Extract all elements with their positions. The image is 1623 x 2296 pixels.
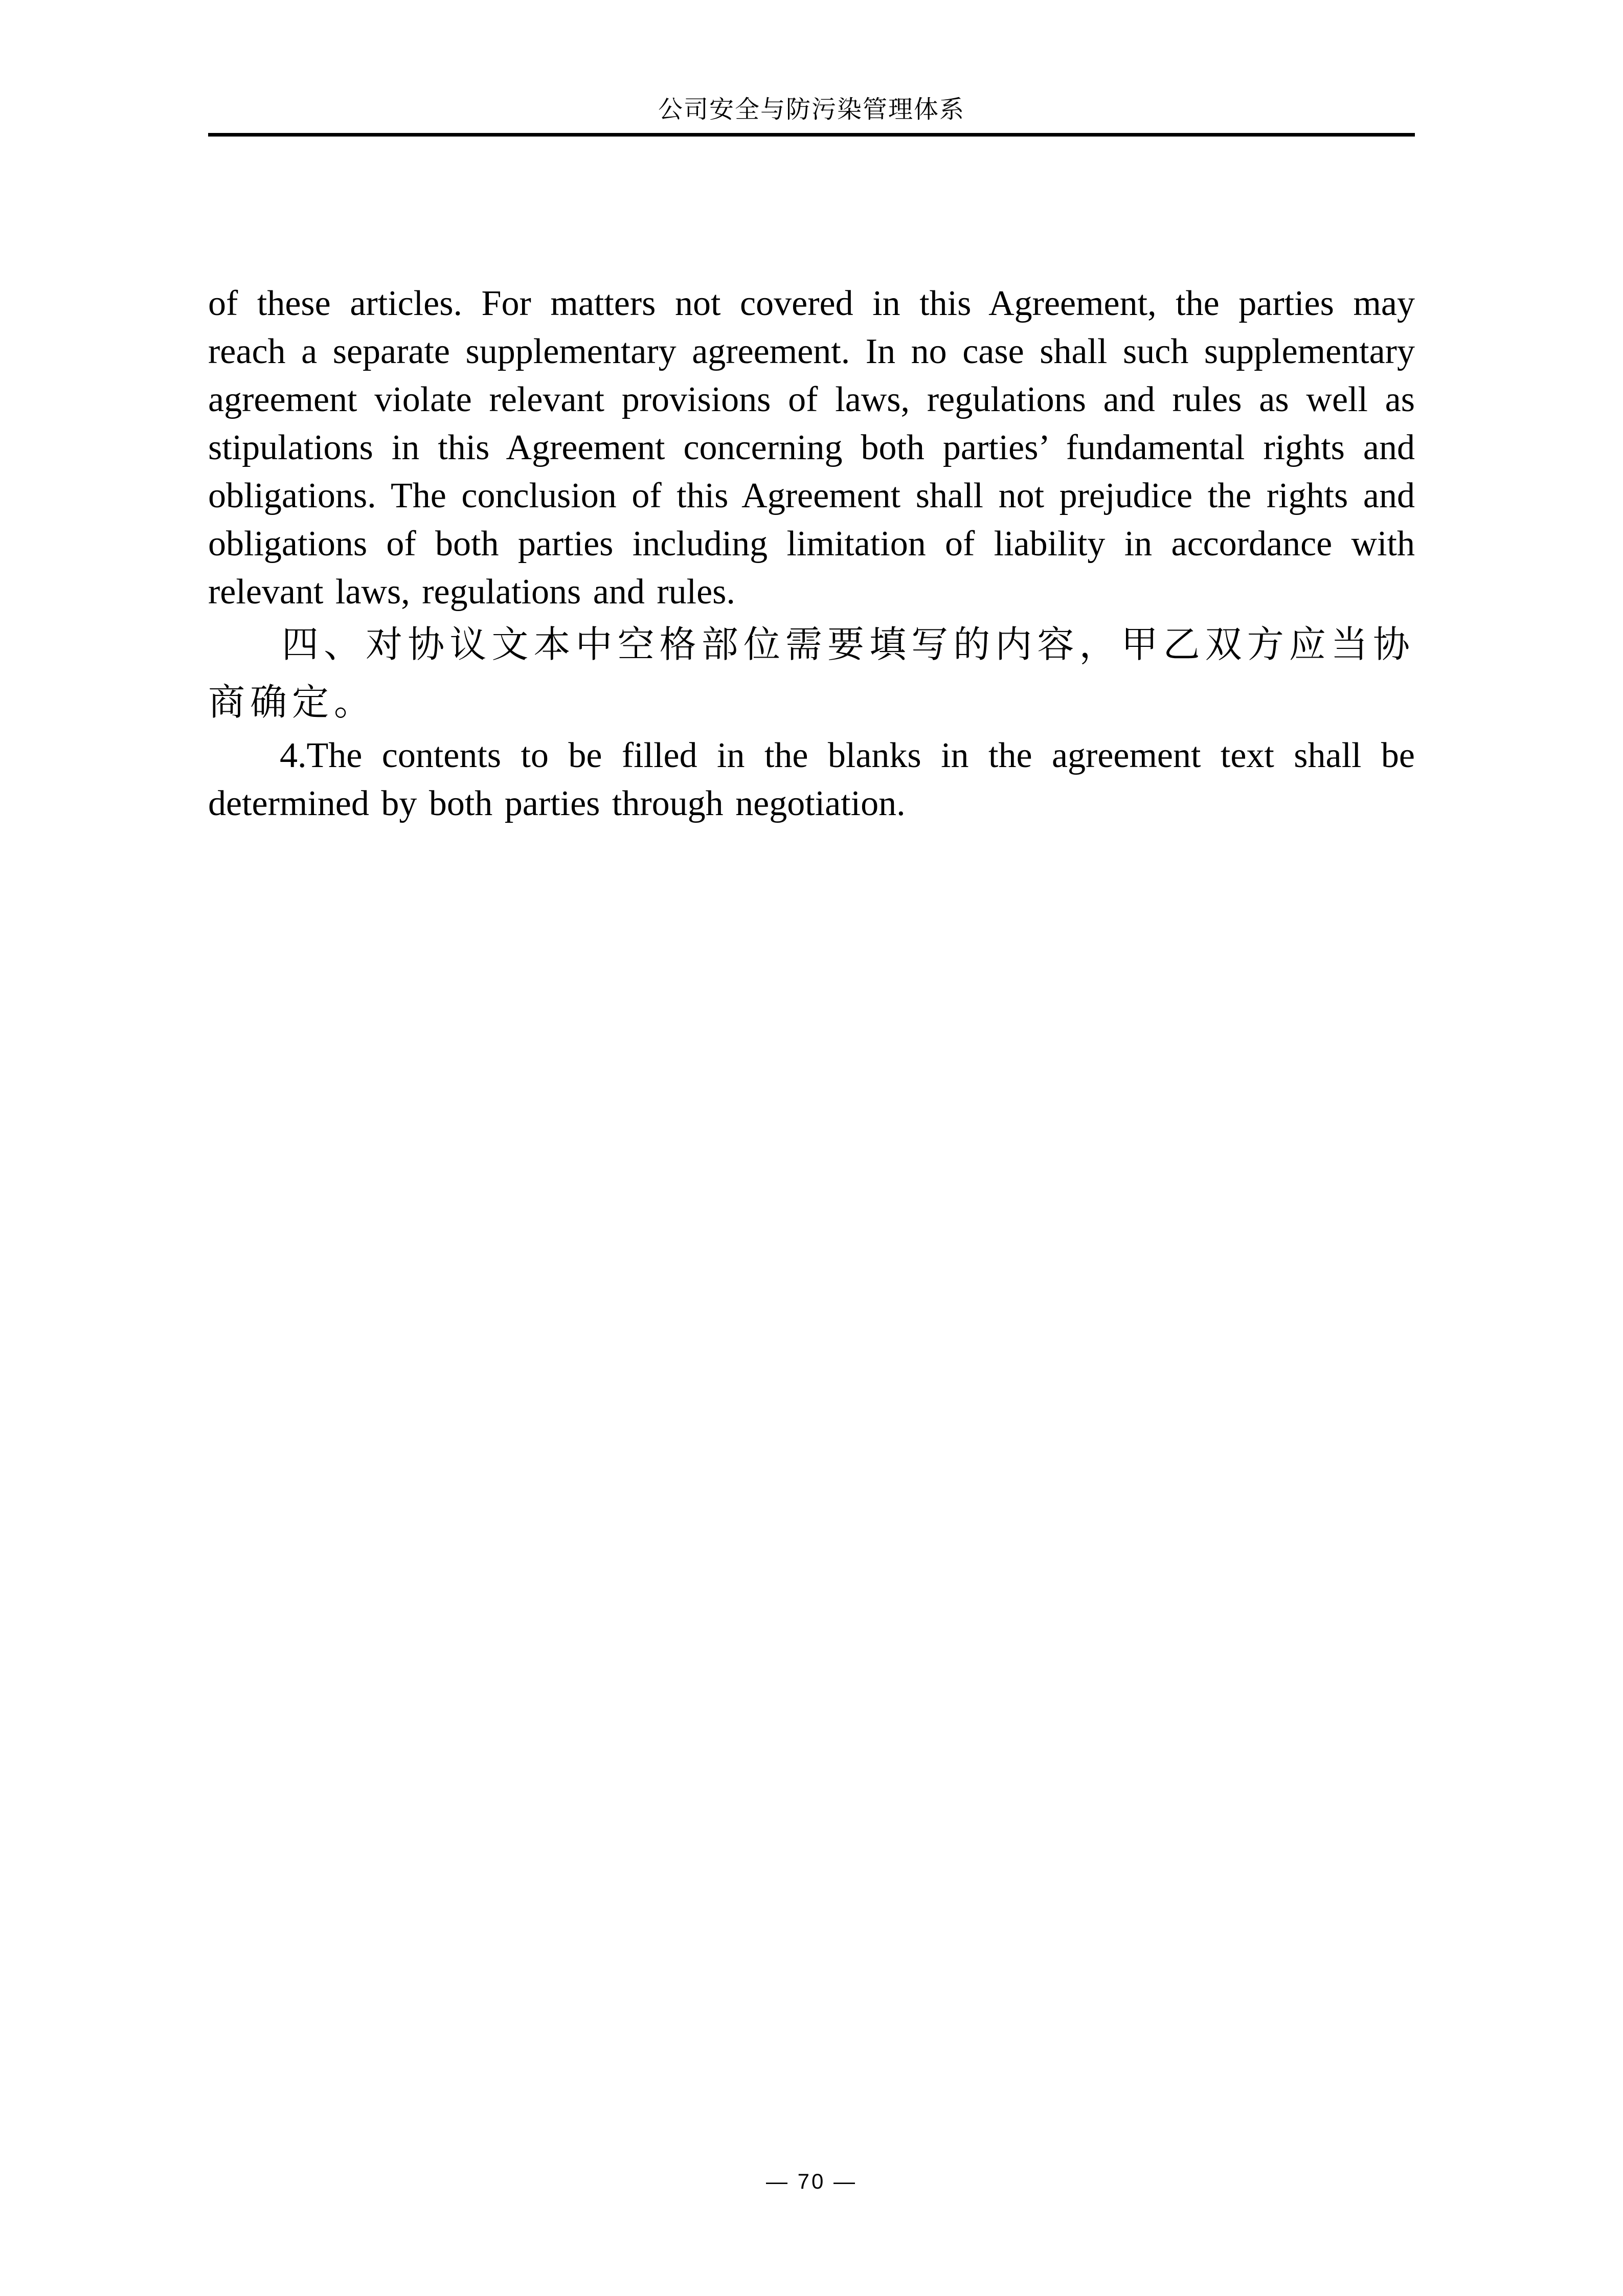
paragraph-english-continuation: of these articles. For matters not covered in this Agreement, the parties may reach a separate supplementary agreement. In no case shall such supplementary agreement violate relevant provisions of laws, regulations and rules as well as stipulations in this Agreement concerning both parties’ fundamental rights and obligations. The conclusion of this Agreement shall not prejudice the rights and obligations of both parties including limitation of liability in accordance with relevant laws, regulations and rules.: [208, 284, 1415, 612]
page-footer: [0, 2169, 1623, 2194]
page-number: — 70 —: [765, 2169, 858, 2193]
paragraph-english-item-4: 4.The contents to be filled in the blanks in the agreement text shall be determined by both parties through negotiation.: [208, 736, 1415, 823]
page-header: [208, 0, 1415, 137]
page-body: [208, 280, 1415, 828]
paragraph-chinese-item-4: 四、对协议文本中空格部位需要填写的内容，甲乙双方应当协商确定。: [208, 624, 1415, 723]
header-title: 公司安全与防污染管理体系: [658, 96, 965, 123]
